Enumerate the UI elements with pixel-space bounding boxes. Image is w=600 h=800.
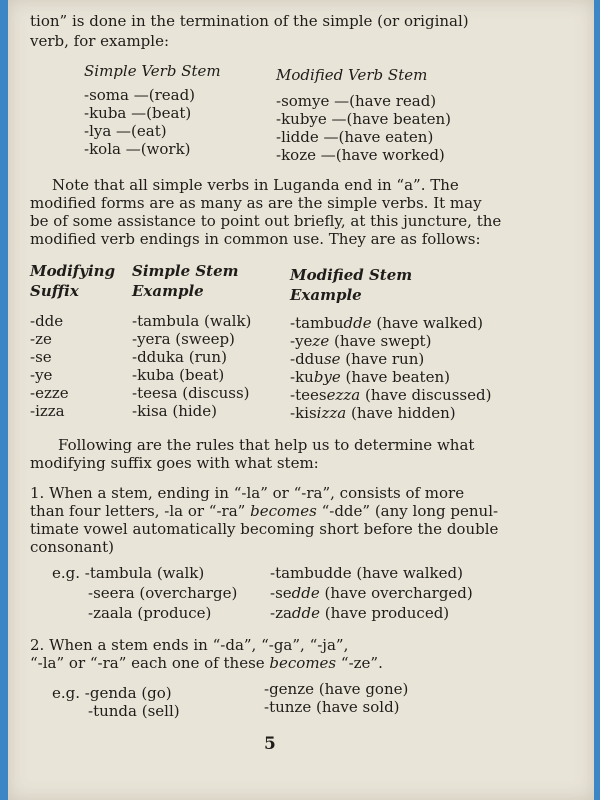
rules-intro-line-1: Following are the rules that help us to determine what — [58, 436, 475, 454]
page-number: 5 — [264, 734, 276, 754]
rule2-line-2: “-la” or “-ra” each one of these becomes “-ze”. — [30, 654, 383, 672]
table2-suffix: -se — [30, 348, 52, 366]
rules-intro-line-2: modifying suffix goes with what stem: — [30, 454, 319, 472]
rule2-example-modified: -tunze (have sold) — [264, 698, 400, 716]
note-line: modified verb endings in common use. They are as follows: — [30, 230, 481, 248]
rule1-example-simple: e.g. -tambula (walk) — [52, 564, 205, 582]
table2-simple: -yera (sweep) — [132, 330, 235, 348]
rule1-example-modified: -zadde (have produced) — [270, 604, 450, 622]
table2-suffix: -izza — [30, 402, 65, 420]
table2-modified: -kisizza (have hidden) — [290, 404, 456, 422]
rule2-example-simple: -tunda (sell) — [88, 702, 180, 720]
table2-header-suffix: Modifying — [30, 262, 116, 280]
rule1-line-2: than four letters, -la or “-ra” becomes “-dde” (any long penul- — [30, 502, 499, 520]
rule2-line-1: 2. When a stem ends in “-da”, “-ga”, “-ja”, — [30, 636, 349, 654]
rule1-line-4: consonant) — [30, 538, 114, 556]
note-line: modified forms are as many as are the simple verbs. It may — [30, 194, 482, 212]
table2-header-simple: Simple Stem — [132, 262, 239, 280]
table2-modified: -yeze (have swept) — [290, 332, 432, 350]
rule1-example-modified: -tambudde (have walked) — [270, 564, 463, 582]
table2-modified: -tambudde (have walked) — [290, 314, 483, 332]
table1-row-simple: -kuba —(beat) — [84, 104, 192, 122]
table2-modified: -teesezza (have discussed) — [290, 386, 492, 404]
table2-suffix: -ye — [30, 366, 53, 384]
table2-simple: -tambula (walk) — [132, 312, 252, 330]
rule1-example-simple: -seera (overcharge) — [88, 584, 238, 602]
table2-modified: -dduse (have run) — [290, 350, 425, 368]
rule1-example-simple: -zaala (produce) — [88, 604, 212, 622]
note-line: Note that all simple verbs in Luganda end in “a”. The — [52, 176, 459, 194]
table2-header-simple: Example — [132, 282, 204, 300]
table2-simple: -dduka (run) — [132, 348, 227, 366]
rule2-example-simple: e.g. -genda (go) — [52, 684, 172, 702]
table2-header-modified: Modified Stem — [290, 266, 413, 284]
rule1-example-modified: -sedde (have overcharged) — [270, 584, 473, 602]
table2-suffix: -ze — [30, 330, 52, 348]
table1-row-simple: -soma —(read) — [84, 86, 196, 104]
table2-header-suffix: Suffix — [30, 282, 79, 300]
table2-simple: -kuba (beat) — [132, 366, 225, 384]
note-line: be of some assistance to point out briefly, at this juncture, the — [30, 212, 502, 230]
table2-suffix: -dde — [30, 312, 64, 330]
table1-row-modified: -kubye —(have beaten) — [276, 110, 451, 128]
table1-header-modified: Modified Verb Stem — [276, 66, 428, 84]
table2-simple: -teesa (discuss) — [132, 384, 250, 402]
table1-row-modified: -koze —(have worked) — [276, 146, 445, 164]
table1-header-simple: Simple Verb Stem — [84, 62, 221, 80]
table2-simple: -kisa (hide) — [132, 402, 218, 420]
rule1-line-3: timate vowel automatically becoming short before the double — [30, 520, 499, 538]
table1-row-modified: -lidde —(have eaten) — [276, 128, 434, 146]
table2-suffix: -ezze — [30, 384, 69, 402]
book-page — [8, 0, 594, 800]
rule1-line-1: 1. When a stem, ending in “-la” or “-ra”, consists of more — [30, 484, 465, 502]
table1-row-modified: -somye —(have read) — [276, 92, 437, 110]
table2-modified: -kubye (have beaten) — [290, 368, 450, 386]
table1-row-simple: -kola —(work) — [84, 140, 191, 158]
table2-header-modified: Example — [290, 286, 362, 304]
intro-line-1: tion” is done in the termination of the simple (or original) — [30, 12, 469, 30]
rule2-example-modified: -genze (have gone) — [264, 680, 409, 698]
table1-row-simple: -lya —(eat) — [84, 122, 167, 140]
intro-line-2: verb, for example: — [30, 32, 170, 50]
